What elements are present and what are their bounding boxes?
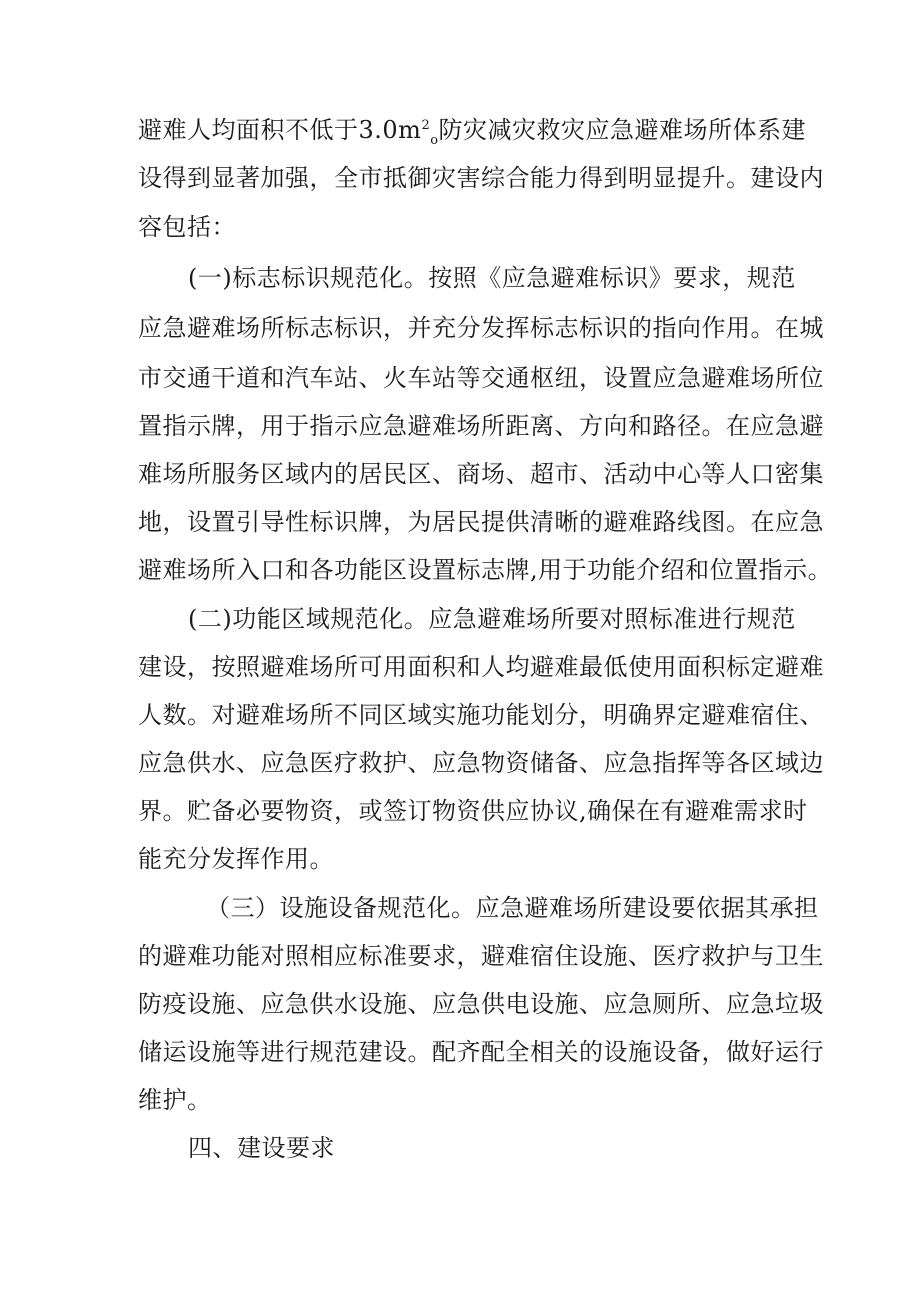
section1-line-7: 避难场所入口和各功能区设置标志牌,用于功能介绍和位置指示。	[138, 556, 833, 584]
intro-line-1-post: 防灾减灾救灾应急避难场所体系建	[438, 116, 807, 144]
section1-line-1: (一)标志标识规范化。按照《应急避难标识》要求，规范	[188, 264, 796, 292]
section2-line-3: 人数。对避难场所不同区域实施功能划分，明确界定避难宿住、	[138, 701, 824, 729]
section2-line-4: 应急供水、应急医疗救护、应急物资储备、应急指挥等各区域边	[138, 749, 824, 777]
section4-heading: 四、建设要求	[188, 1134, 335, 1162]
section3-line-3: 防疫设施、应急供水设施、应急供电设施、应急厕所、应急垃圾	[138, 990, 824, 1018]
section1-line-5: 难场所服务区域内的居民区、商场、超市、活动中心等人口密集	[138, 460, 824, 488]
section2-line-1: (二)功能区域规范化。应急避难场所要对照标准进行规范	[188, 605, 796, 633]
intro-line-2: 设得到显著加强，全市抵御灾害综合能力得到明显提升。建设内	[138, 164, 824, 192]
section1-line-6: 地，设置引导性标识牌，为居民提供清晰的避难路线图。在应急	[138, 508, 824, 536]
section3-line-1: （三）设施设备规范化。应急避难场所建设要依据其承担	[206, 894, 819, 922]
section1-line-3: 市交通干道和汽车站、火车站等交通枢纽，设置应急避难场所位	[138, 364, 824, 392]
intro-line-3: 容包括：	[138, 213, 236, 241]
section3-line-4: 储运设施等进行规范建设。配齐配全相关的设施设备，做好运行	[138, 1038, 824, 1066]
section2-line-2: 建设，按照避难场所可用面积和人均避难最低使用面积标定避难	[138, 653, 824, 681]
section3-line-5: 维护。	[138, 1086, 212, 1114]
section1-line-2: 应急避难场所标志标识，并充分发挥标志标识的指向作用。在城	[138, 314, 824, 342]
intro-line-1-pre: 避难人均面积不低于3.0m	[138, 116, 422, 144]
superscript-2: 2	[421, 118, 431, 133]
subscript-o: o	[430, 132, 439, 148]
section2-line-5: 界。贮备必要物资，或签订物资供应协议,确保在有避难需求时	[138, 797, 808, 825]
section2-line-6: 能充分发挥作用。	[138, 845, 334, 873]
section3-line-2: 的避难功能对照相应标准要求，避难宿住设施、医疗救护与卫生	[138, 942, 824, 970]
intro-line-1	[138, 115, 807, 148]
section1-line-4: 置指示牌，用于指示应急避难场所距离、方向和路径。在应急避	[138, 412, 824, 440]
